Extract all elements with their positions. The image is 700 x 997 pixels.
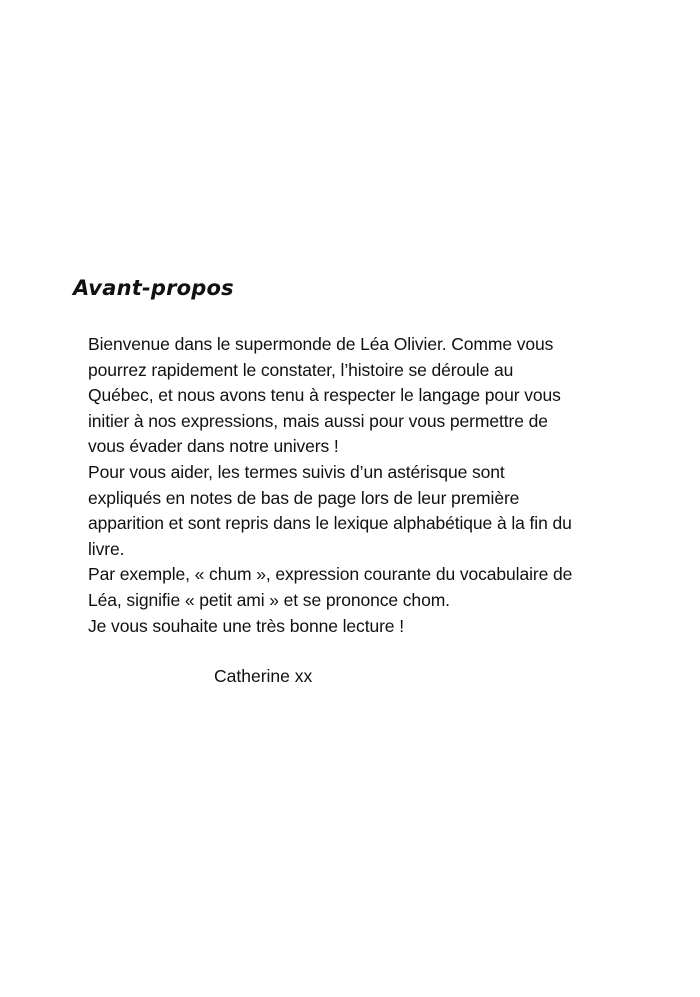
text-line: initier à nos expressions, mais aussi pour vous permettre de [88, 410, 548, 431]
text-line: Par exemple, « chum », expression courante du vocabulaire de [88, 564, 573, 585]
text-line: Pour vous aider, les termes suivis d’un astérisque sont [88, 461, 505, 482]
text-line: pourrez rapidement le constater, l’histoire se déroule au [88, 359, 514, 380]
page-heading: Avant-propos [73, 276, 234, 300]
text-line: apparition et sont repris dans le lexique alphabétique à la fin du [88, 513, 572, 534]
text-line: Léa, signifie « petit ami » et se prononce chom. [88, 589, 450, 610]
text-line: Québec, et nous avons tenu à respecter le langage pour vous [88, 385, 561, 406]
text-line: Je vous souhaite une très bonne lecture ! [88, 615, 404, 636]
body-text [88, 332, 648, 639]
text-line: vous évader dans notre univers ! [88, 436, 339, 457]
text-line: livre. [88, 538, 125, 559]
text-line: Bienvenue dans le supermonde de Léa Olivier. Comme vous [88, 334, 554, 354]
signature: Catherine xx [214, 666, 313, 686]
text-line: expliqués en notes de bas de page lors de leur première [88, 487, 520, 508]
